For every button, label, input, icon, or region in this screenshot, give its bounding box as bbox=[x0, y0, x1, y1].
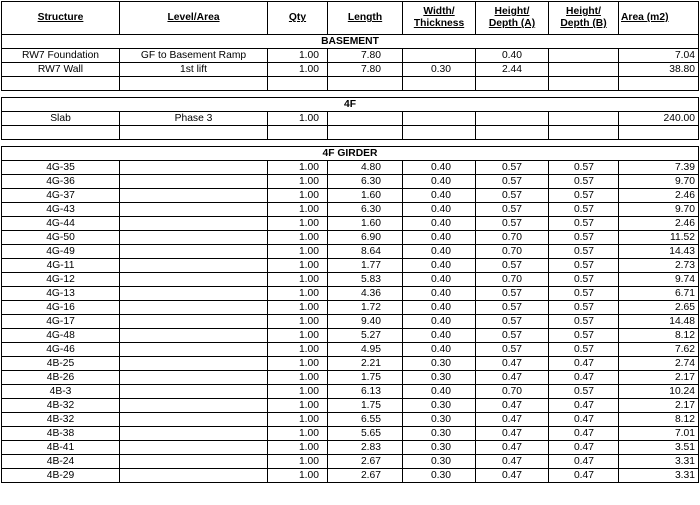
cell-level bbox=[120, 287, 268, 301]
cell-length: 1.72 bbox=[328, 301, 403, 315]
cell-area: 7.01 bbox=[619, 427, 699, 441]
cell-width: 0.40 bbox=[403, 287, 476, 301]
cell-length: 1.75 bbox=[328, 399, 403, 413]
column-header-width-line1: Width/ bbox=[423, 6, 455, 17]
cell-height-a: 0.70 bbox=[476, 245, 549, 259]
cell-height-a: 0.57 bbox=[476, 203, 549, 217]
cell-qty: 1.00 bbox=[268, 217, 328, 231]
cell-height-a: 0.40 bbox=[476, 49, 549, 63]
cell-level bbox=[120, 245, 268, 259]
cell-qty: 1.00 bbox=[268, 49, 328, 63]
cell-level bbox=[120, 203, 268, 217]
blank-cell bbox=[403, 77, 476, 91]
cell-width: 0.40 bbox=[403, 301, 476, 315]
cell-length: 2.67 bbox=[328, 455, 403, 469]
cell-qty: 1.00 bbox=[268, 301, 328, 315]
blank-cell bbox=[120, 77, 268, 91]
cell-structure: 4G-16 bbox=[2, 301, 120, 315]
cell-level: Phase 3 bbox=[120, 112, 268, 126]
table-row bbox=[2, 175, 699, 189]
cell-width bbox=[403, 112, 476, 126]
table-row bbox=[2, 455, 699, 469]
cell-structure: 4B-29 bbox=[2, 469, 120, 483]
cell-structure: 4B-32 bbox=[2, 413, 120, 427]
table-row bbox=[2, 469, 699, 483]
cell-height-a: 0.47 bbox=[476, 469, 549, 483]
blank-cell bbox=[2, 126, 120, 140]
cell-structure: 4G-46 bbox=[2, 343, 120, 357]
cell-height-b: 0.57 bbox=[549, 315, 619, 329]
cell-width: 0.30 bbox=[403, 455, 476, 469]
cell-qty: 1.00 bbox=[268, 161, 328, 175]
cell-height-a: 0.70 bbox=[476, 385, 549, 399]
cell-width: 0.40 bbox=[403, 385, 476, 399]
cell-area: 3.31 bbox=[619, 455, 699, 469]
cell-qty: 1.00 bbox=[268, 455, 328, 469]
column-header-area: Area (m2) bbox=[619, 2, 699, 35]
cell-height-b: 0.57 bbox=[549, 259, 619, 273]
cell-height-a: 0.70 bbox=[476, 273, 549, 287]
cell-length: 1.75 bbox=[328, 371, 403, 385]
table-row bbox=[2, 413, 699, 427]
cell-width: 0.40 bbox=[403, 161, 476, 175]
cell-structure: 4G-49 bbox=[2, 245, 120, 259]
cell-width: 0.30 bbox=[403, 357, 476, 371]
cell-level bbox=[120, 455, 268, 469]
cell-height-b: 0.47 bbox=[549, 399, 619, 413]
cell-height-a: 0.47 bbox=[476, 427, 549, 441]
table-row bbox=[2, 112, 699, 126]
cell-qty: 1.00 bbox=[268, 413, 328, 427]
cell-qty: 1.00 bbox=[268, 259, 328, 273]
cell-height-a bbox=[476, 112, 549, 126]
cell-level bbox=[120, 231, 268, 245]
cell-level bbox=[120, 189, 268, 203]
blank-cell bbox=[476, 126, 549, 140]
cell-structure: 4G-12 bbox=[2, 273, 120, 287]
cell-qty: 1.00 bbox=[268, 315, 328, 329]
blank-cell bbox=[268, 77, 328, 91]
cell-length: 9.40 bbox=[328, 315, 403, 329]
cell-height-b: 0.57 bbox=[549, 273, 619, 287]
table-row bbox=[2, 287, 699, 301]
blank-cell bbox=[476, 77, 549, 91]
blank-cell bbox=[268, 126, 328, 140]
cell-height-a: 0.47 bbox=[476, 399, 549, 413]
cell-height-a: 0.47 bbox=[476, 357, 549, 371]
cell-structure: 4G-50 bbox=[2, 231, 120, 245]
cell-area: 7.39 bbox=[619, 161, 699, 175]
cell-structure: 4G-17 bbox=[2, 315, 120, 329]
cell-area: 9.70 bbox=[619, 175, 699, 189]
cell-level: 1st lift bbox=[120, 63, 268, 77]
cell-area: 2.17 bbox=[619, 399, 699, 413]
cell-width: 0.40 bbox=[403, 343, 476, 357]
cell-length: 6.55 bbox=[328, 413, 403, 427]
cell-width: 0.30 bbox=[403, 371, 476, 385]
cell-structure: 4B-25 bbox=[2, 357, 120, 371]
cell-height-b: 0.57 bbox=[549, 301, 619, 315]
cell-height-b: 0.47 bbox=[549, 455, 619, 469]
cell-structure: 4B-24 bbox=[2, 455, 120, 469]
cell-qty: 1.00 bbox=[268, 203, 328, 217]
cell-width: 0.40 bbox=[403, 315, 476, 329]
column-header-height-b-line1: Height/ bbox=[566, 6, 601, 17]
cell-height-b: 0.57 bbox=[549, 231, 619, 245]
cell-structure: 4G-48 bbox=[2, 329, 120, 343]
cell-width bbox=[403, 49, 476, 63]
cell-area: 9.74 bbox=[619, 273, 699, 287]
cell-height-a: 0.57 bbox=[476, 259, 549, 273]
section-title-row bbox=[2, 147, 699, 161]
quantity-sheet bbox=[1, 1, 698, 483]
cell-level bbox=[120, 385, 268, 399]
cell-length: 6.30 bbox=[328, 203, 403, 217]
cell-height-b: 0.57 bbox=[549, 189, 619, 203]
cell-height-a: 0.57 bbox=[476, 329, 549, 343]
cell-height-a: 0.57 bbox=[476, 301, 549, 315]
cell-qty: 1.00 bbox=[268, 273, 328, 287]
cell-height-b: 0.47 bbox=[549, 469, 619, 483]
cell-height-b: 0.47 bbox=[549, 413, 619, 427]
cell-level bbox=[120, 259, 268, 273]
column-header-height-a-line1: Height/ bbox=[494, 6, 530, 17]
column-header-structure: Structure bbox=[2, 2, 120, 35]
cell-area: 11.52 bbox=[619, 231, 699, 245]
cell-qty: 1.00 bbox=[268, 371, 328, 385]
table-row bbox=[2, 245, 699, 259]
table-row bbox=[2, 371, 699, 385]
cell-structure: 4G-35 bbox=[2, 161, 120, 175]
cell-length: 4.95 bbox=[328, 343, 403, 357]
blank-cell bbox=[403, 126, 476, 140]
table-row bbox=[2, 161, 699, 175]
cell-qty: 1.00 bbox=[268, 385, 328, 399]
cell-level bbox=[120, 357, 268, 371]
cell-height-a: 0.70 bbox=[476, 231, 549, 245]
table-row bbox=[2, 231, 699, 245]
cell-area: 7.62 bbox=[619, 343, 699, 357]
cell-structure: 4B-26 bbox=[2, 371, 120, 385]
cell-area: 3.51 bbox=[619, 441, 699, 455]
cell-width: 0.40 bbox=[403, 231, 476, 245]
cell-length: 5.27 bbox=[328, 329, 403, 343]
cell-structure: 4B-38 bbox=[2, 427, 120, 441]
cell-width: 0.30 bbox=[403, 413, 476, 427]
table-row bbox=[2, 315, 699, 329]
cell-level bbox=[120, 343, 268, 357]
section-title: 4F GIRDER bbox=[2, 147, 699, 161]
cell-structure: 4G-11 bbox=[2, 259, 120, 273]
cell-width: 0.40 bbox=[403, 329, 476, 343]
section-spacer-cell bbox=[2, 91, 699, 98]
cell-area: 10.24 bbox=[619, 385, 699, 399]
cell-area: 2.74 bbox=[619, 357, 699, 371]
cell-level bbox=[120, 371, 268, 385]
cell-width: 0.30 bbox=[403, 427, 476, 441]
cell-height-a: 0.57 bbox=[476, 315, 549, 329]
cell-area: 2.46 bbox=[619, 189, 699, 203]
cell-area: 9.70 bbox=[619, 203, 699, 217]
blank-cell bbox=[328, 77, 403, 91]
blank-cell bbox=[619, 77, 699, 91]
cell-length: 6.30 bbox=[328, 175, 403, 189]
cell-width: 0.40 bbox=[403, 259, 476, 273]
section-title: 4F bbox=[2, 98, 699, 112]
cell-length: 7.80 bbox=[328, 49, 403, 63]
cell-height-b: 0.57 bbox=[549, 203, 619, 217]
cell-level bbox=[120, 427, 268, 441]
table-row bbox=[2, 189, 699, 203]
cell-height-a: 0.47 bbox=[476, 413, 549, 427]
cell-qty: 1.00 bbox=[268, 399, 328, 413]
column-header-level: Level/Area bbox=[120, 2, 268, 35]
cell-qty: 1.00 bbox=[268, 287, 328, 301]
blank-cell bbox=[549, 77, 619, 91]
cell-length: 6.13 bbox=[328, 385, 403, 399]
cell-height-b: 0.57 bbox=[549, 287, 619, 301]
cell-height-a: 0.47 bbox=[476, 455, 549, 469]
cell-length: 2.83 bbox=[328, 441, 403, 455]
cell-height-b: 0.47 bbox=[549, 427, 619, 441]
blank-row bbox=[2, 77, 699, 91]
table-row bbox=[2, 427, 699, 441]
cell-level bbox=[120, 413, 268, 427]
column-header-height-b-line2: Depth (B) bbox=[560, 18, 607, 29]
cell-structure: 4B-41 bbox=[2, 441, 120, 455]
blank-cell bbox=[619, 126, 699, 140]
cell-height-a: 0.47 bbox=[476, 371, 549, 385]
cell-height-b: 0.57 bbox=[549, 217, 619, 231]
table-row bbox=[2, 217, 699, 231]
cell-length: 1.60 bbox=[328, 217, 403, 231]
section-spacer bbox=[2, 91, 699, 98]
cell-height-a: 0.57 bbox=[476, 287, 549, 301]
cell-height-a: 0.57 bbox=[476, 175, 549, 189]
cell-qty: 1.00 bbox=[268, 112, 328, 126]
cell-area: 38.80 bbox=[619, 63, 699, 77]
cell-length: 7.80 bbox=[328, 63, 403, 77]
cell-level bbox=[120, 329, 268, 343]
table-body bbox=[2, 35, 699, 483]
cell-width: 0.40 bbox=[403, 203, 476, 217]
cell-width: 0.30 bbox=[403, 469, 476, 483]
cell-width: 0.40 bbox=[403, 245, 476, 259]
cell-structure: 4G-37 bbox=[2, 189, 120, 203]
cell-height-b: 0.57 bbox=[549, 161, 619, 175]
blank-cell bbox=[328, 126, 403, 140]
cell-area: 3.31 bbox=[619, 469, 699, 483]
cell-height-b: 0.47 bbox=[549, 441, 619, 455]
cell-width: 0.30 bbox=[403, 63, 476, 77]
table-row bbox=[2, 329, 699, 343]
quantity-table bbox=[1, 1, 699, 483]
cell-height-a: 0.57 bbox=[476, 161, 549, 175]
column-header-height-a bbox=[476, 2, 549, 35]
table-row bbox=[2, 385, 699, 399]
cell-qty: 1.00 bbox=[268, 427, 328, 441]
table-row bbox=[2, 343, 699, 357]
cell-structure: 4G-44 bbox=[2, 217, 120, 231]
section-spacer bbox=[2, 140, 699, 147]
cell-height-a: 2.44 bbox=[476, 63, 549, 77]
cell-qty: 1.00 bbox=[268, 357, 328, 371]
cell-length: 5.83 bbox=[328, 273, 403, 287]
cell-length: 2.21 bbox=[328, 357, 403, 371]
cell-length: 5.65 bbox=[328, 427, 403, 441]
cell-height-a: 0.47 bbox=[476, 441, 549, 455]
column-header-width-line2: Thickness bbox=[413, 18, 465, 29]
cell-area: 2.65 bbox=[619, 301, 699, 315]
cell-structure: RW7 Wall bbox=[2, 63, 120, 77]
cell-level: GF to Basement Ramp bbox=[120, 49, 268, 63]
cell-width: 0.40 bbox=[403, 175, 476, 189]
cell-qty: 1.00 bbox=[268, 63, 328, 77]
cell-length: 4.36 bbox=[328, 287, 403, 301]
column-header-width bbox=[403, 2, 476, 35]
cell-height-b: 0.57 bbox=[549, 343, 619, 357]
cell-level bbox=[120, 441, 268, 455]
column-header-length: Length bbox=[328, 2, 403, 35]
column-header-height-a-line2: Depth (A) bbox=[488, 18, 536, 29]
cell-qty: 1.00 bbox=[268, 343, 328, 357]
cell-height-b: 0.57 bbox=[549, 385, 619, 399]
cell-height-b bbox=[549, 63, 619, 77]
cell-height-b: 0.47 bbox=[549, 357, 619, 371]
cell-level bbox=[120, 315, 268, 329]
cell-level bbox=[120, 175, 268, 189]
cell-level bbox=[120, 273, 268, 287]
cell-qty: 1.00 bbox=[268, 231, 328, 245]
cell-area: 14.43 bbox=[619, 245, 699, 259]
cell-height-b bbox=[549, 49, 619, 63]
cell-height-b: 0.47 bbox=[549, 371, 619, 385]
cell-qty: 1.00 bbox=[268, 441, 328, 455]
table-row bbox=[2, 273, 699, 287]
section-title: BASEMENT bbox=[2, 35, 699, 49]
cell-length: 1.60 bbox=[328, 189, 403, 203]
cell-height-b: 0.57 bbox=[549, 175, 619, 189]
cell-area: 7.04 bbox=[619, 49, 699, 63]
cell-level bbox=[120, 399, 268, 413]
cell-level bbox=[120, 217, 268, 231]
cell-length: 2.67 bbox=[328, 469, 403, 483]
table-row bbox=[2, 357, 699, 371]
cell-area: 8.12 bbox=[619, 329, 699, 343]
cell-width: 0.40 bbox=[403, 217, 476, 231]
section-title-row bbox=[2, 98, 699, 112]
cell-level bbox=[120, 469, 268, 483]
cell-length: 4.80 bbox=[328, 161, 403, 175]
table-row bbox=[2, 301, 699, 315]
table-row bbox=[2, 399, 699, 413]
cell-qty: 1.00 bbox=[268, 329, 328, 343]
column-header-qty: Qty bbox=[268, 2, 328, 35]
cell-height-a: 0.57 bbox=[476, 189, 549, 203]
blank-cell bbox=[120, 126, 268, 140]
section-spacer-cell bbox=[2, 140, 699, 147]
cell-length bbox=[328, 112, 403, 126]
cell-height-b: 0.57 bbox=[549, 245, 619, 259]
cell-qty: 1.00 bbox=[268, 469, 328, 483]
table-row bbox=[2, 63, 699, 77]
cell-level bbox=[120, 301, 268, 315]
cell-height-b bbox=[549, 112, 619, 126]
cell-level bbox=[120, 161, 268, 175]
cell-structure: RW7 Foundation bbox=[2, 49, 120, 63]
cell-qty: 1.00 bbox=[268, 245, 328, 259]
blank-cell bbox=[549, 126, 619, 140]
cell-area: 2.73 bbox=[619, 259, 699, 273]
cell-length: 6.90 bbox=[328, 231, 403, 245]
section-title-row bbox=[2, 35, 699, 49]
column-header-height-b bbox=[549, 2, 619, 35]
table-row bbox=[2, 441, 699, 455]
cell-qty: 1.00 bbox=[268, 189, 328, 203]
cell-height-a: 0.57 bbox=[476, 343, 549, 357]
cell-width: 0.40 bbox=[403, 273, 476, 287]
cell-structure: 4G-36 bbox=[2, 175, 120, 189]
cell-height-a: 0.57 bbox=[476, 217, 549, 231]
cell-qty: 1.00 bbox=[268, 175, 328, 189]
cell-structure: 4G-13 bbox=[2, 287, 120, 301]
cell-area: 6.71 bbox=[619, 287, 699, 301]
cell-height-b: 0.57 bbox=[549, 329, 619, 343]
table-row bbox=[2, 49, 699, 63]
cell-length: 1.77 bbox=[328, 259, 403, 273]
header-row bbox=[2, 2, 699, 35]
table-row bbox=[2, 259, 699, 273]
cell-area: 8.12 bbox=[619, 413, 699, 427]
cell-area: 2.46 bbox=[619, 217, 699, 231]
cell-area: 240.00 bbox=[619, 112, 699, 126]
table-row bbox=[2, 203, 699, 217]
cell-width: 0.40 bbox=[403, 189, 476, 203]
cell-width: 0.30 bbox=[403, 399, 476, 413]
cell-width: 0.30 bbox=[403, 441, 476, 455]
cell-length: 8.64 bbox=[328, 245, 403, 259]
blank-row bbox=[2, 126, 699, 140]
cell-structure: 4G-43 bbox=[2, 203, 120, 217]
cell-structure: 4B-32 bbox=[2, 399, 120, 413]
cell-area: 2.17 bbox=[619, 371, 699, 385]
cell-area: 14.48 bbox=[619, 315, 699, 329]
cell-structure: 4B-3 bbox=[2, 385, 120, 399]
cell-structure: Slab bbox=[2, 112, 120, 126]
blank-cell bbox=[2, 77, 120, 91]
